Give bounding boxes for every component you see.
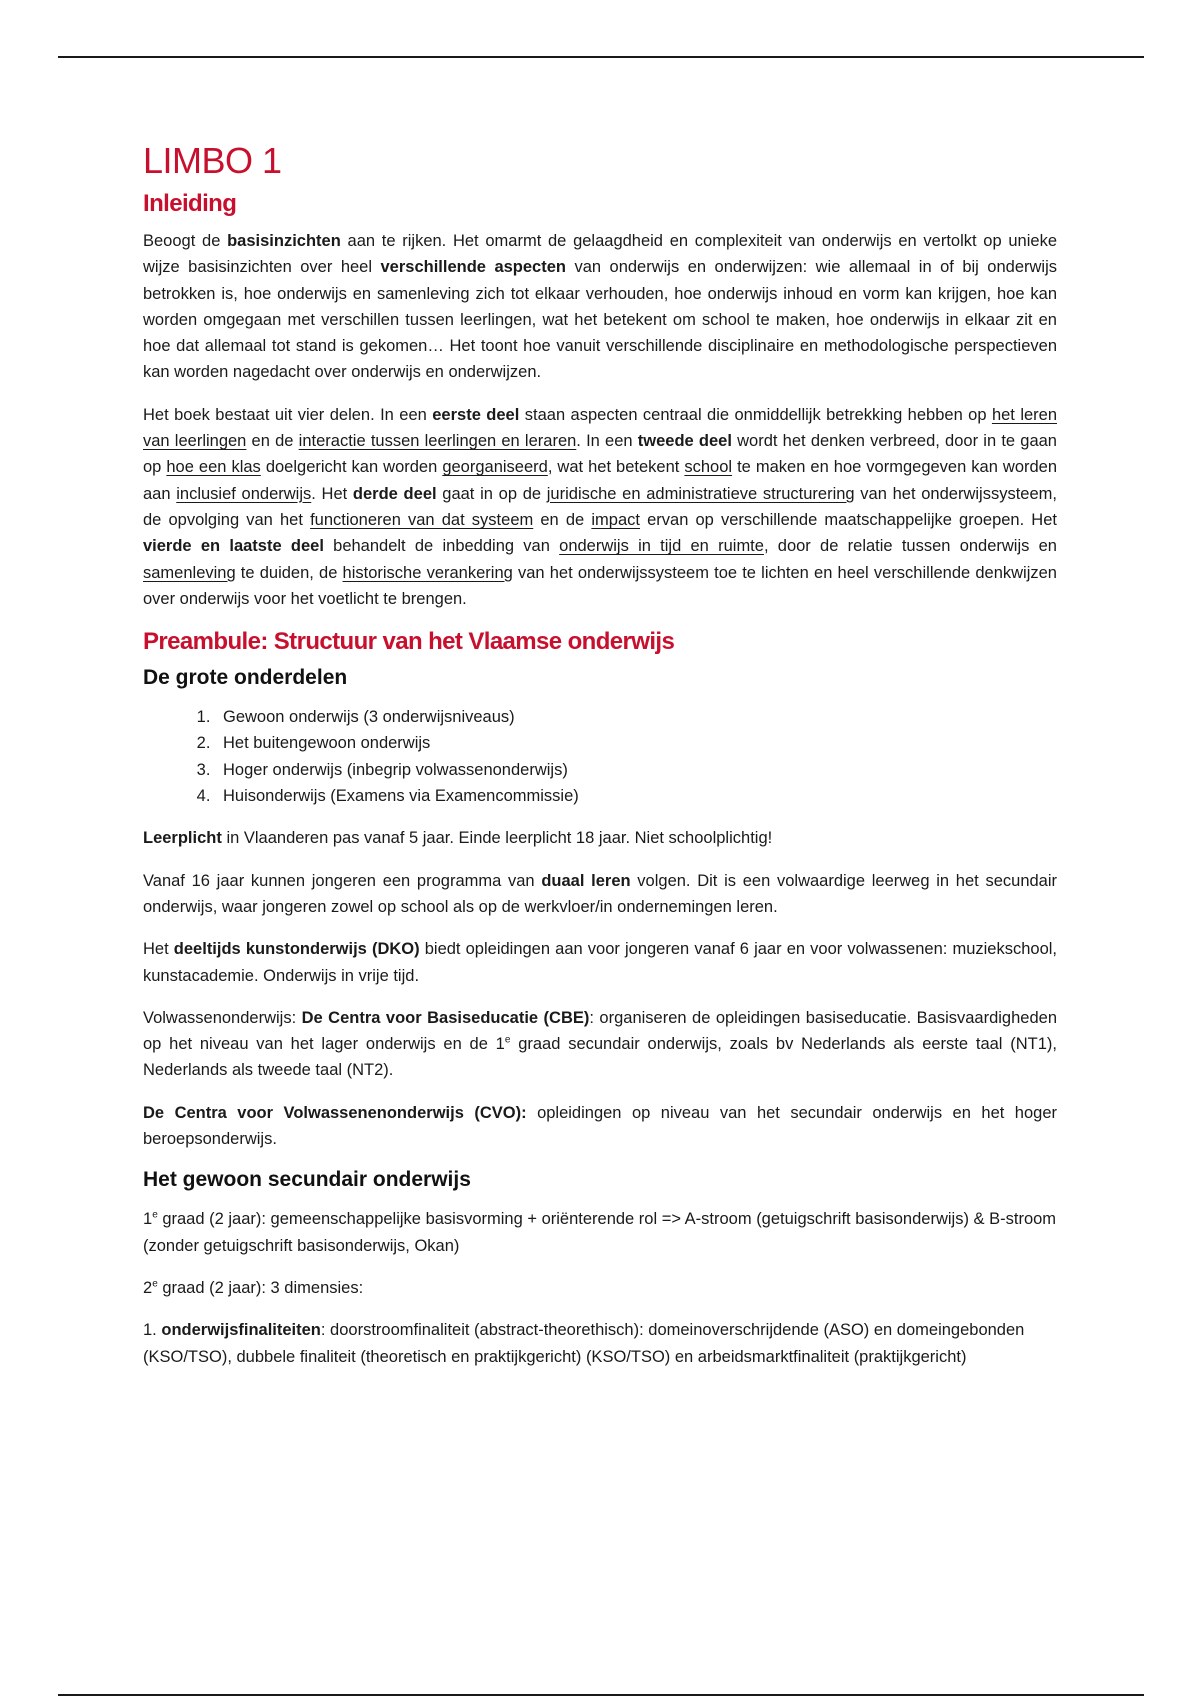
text-run: . In een — [576, 432, 638, 451]
bold-run: derde deel — [352, 484, 437, 503]
text-run: biedt opleidingen aan voor jongeren vanaf 6 jaar en voor volwassenen: muziekschool, kunstacademie. Onderwijs in vrije tijd. — [143, 940, 1057, 985]
paragraph-graad-1 — [143, 1206, 1057, 1259]
text-run: van onderwijs en onderwijzen: wie allemaal in of bij onderwijs betrokken is, hoe onderwijs en samenleving zich tot elkaar verhouden, hoe onderwijs inhoud en vorm kan krijgen, hoe kan worden omgegaan met verschillen tussen leerlingen, wat het betekent om school te maken, hoe onderwijs in elkaar zit en hoe dat allemaal tot stand is gekomen… Het toont hoe vanuit verschillende disciplinaire en methodologische perspectieven kan worden nagedacht over onderwijs en onderwijzen. — [143, 258, 1057, 382]
underlined-run: juridische en administratieve structurering — [546, 484, 855, 503]
underlined-run: impact — [591, 510, 640, 529]
text-run: graad secundair onderwijs, zoals bv Nederlands als eerste taal (NT1), Nederlands als tweede taal (NT2). — [143, 1035, 1057, 1080]
text-run: wordt het denken verbreed, door in te gaan op — [143, 432, 1057, 477]
bold-run: vierde en laatste deel — [143, 537, 324, 556]
underlined-run: interactie tussen leerlingen en leraren — [298, 432, 577, 451]
paragraph-cbe — [143, 1005, 1057, 1084]
bold-run: basisinzichten — [227, 232, 341, 250]
text-run: : organiseren de opleidingen basiseducatie. Basisvaardigheden op het niveau van het lager onderwijs en de 1 — [143, 1008, 1057, 1054]
text-run: : doorstroomfinaliteit (abstract-theorethisch): domeinoverschrijdende (ASO) en domeingebonden (KSO/TSO), dubbele finaliteit (theoretisch en praktijkgericht) (KSO/TSO) en arbeidsmarktfinaliteit (praktijkgericht) — [143, 1321, 1025, 1366]
text-run: opleidingen op niveau van het secundair onderwijs en het hoger beroepsonderwijs. — [143, 1103, 1057, 1149]
heading-inleiding: Inleiding — [143, 190, 237, 217]
text-run: van het onderwijssysteem, de opvolging van het — [143, 484, 1057, 529]
document-title: LIMBO 1 — [143, 140, 282, 181]
heading-preambule: Preambule: Structuur van het Vlaamse onderwijs — [143, 628, 675, 656]
text-run: volgen. Dit is een volwaardige leerweg in het secundair onderwijs, waar jongeren zowel op school als op de werkvloer/in ondernemingen leren. — [143, 871, 1058, 916]
bold-run: onderwijsfinaliteiten — [161, 1321, 321, 1340]
underlined-run: historische verankering — [342, 563, 513, 582]
document-body — [143, 140, 1057, 1386]
text-run: van het onderwijssysteem toe te lichten en heel verschillende denkwijzen over onderwijs voor het voetlicht te brengen. — [143, 563, 1057, 608]
superscript-run: e — [504, 1034, 511, 1046]
text-run: Het — [143, 940, 174, 959]
underlined-run: school — [684, 458, 733, 477]
text-run: ervan op verschillende maatschappelijke groepen. Het — [639, 510, 1057, 529]
paragraph-leerplicht — [143, 825, 1057, 851]
paragraph-graad-2 — [143, 1275, 1057, 1301]
bold-run: Leerplicht — [143, 829, 222, 848]
paragraph-inleiding-1 — [143, 228, 1057, 386]
paragraph-duaal-leren — [143, 868, 1057, 921]
text-run: te maken en hoe vormgegeven kan worden aan — [143, 458, 1058, 503]
paragraph-dko — [143, 936, 1057, 989]
text-run: en de — [533, 510, 592, 529]
bold-run: eerste deel — [432, 405, 520, 424]
list-item: 3. Hoger onderwijs (inbegrip volwassenonderwijs) — [215, 757, 1057, 783]
underlined-run: inclusief onderwijs — [176, 484, 312, 503]
subheading-grote-onderdelen: De grote onderdelen — [143, 666, 348, 690]
text-run: in Vlaanderen pas vanaf 5 jaar. Einde leerplicht 18 jaar. Niet schoolplichtig! — [221, 829, 773, 848]
list-item: 1. Gewoon onderwijs (3 onderwijsniveaus) — [215, 704, 1057, 730]
text-run: Volwassenonderwijs: — [143, 1008, 302, 1027]
superscript-run: e — [152, 1209, 158, 1221]
underlined-run: georganiseerd — [442, 458, 548, 477]
text-run: , door de relatie tussen onderwijs en — [763, 537, 1057, 556]
paragraph-cvo — [143, 1100, 1057, 1153]
text-run: aan te rijken. Het omarmt de gelaagdheid en complexiteit van onderwijs en vertolkt op unieke wijze basisinzichten over heel — [143, 232, 1058, 277]
superscript-run: e — [152, 1278, 158, 1290]
bold-run: tweede deel — [637, 432, 732, 451]
text-run: 1 — [143, 1210, 153, 1229]
bold-run: De Centra voor Basiseducatie (CBE) — [301, 1008, 590, 1027]
underlined-run: onderwijs in tijd en ruimte — [559, 537, 764, 556]
footer-rule — [58, 1694, 1144, 1696]
underlined-run: hoe een klas — [166, 458, 261, 477]
text-run: graad (2 jaar): gemeenschappelijke basisvorming + oriënterende rol => A-stroom (getuigschrift basisonderwijs) & B-stroom (zonder getuigschrift basisonderwijs, Okan) — [143, 1210, 1057, 1255]
bold-run: duaal leren — [541, 871, 631, 890]
list-item: 2. Het buitengewoon onderwijs — [215, 730, 1057, 756]
paragraph-dimensie-1 — [143, 1317, 1057, 1370]
underlined-run: het leren van leerlingen — [143, 405, 1058, 451]
text-run: en de — [246, 432, 299, 451]
bold-run: verschillende aspecten — [380, 258, 566, 277]
text-run: staan aspecten centraal die onmiddellijk betrekking hebben op — [519, 405, 992, 424]
text-run: 2 — [143, 1278, 153, 1297]
onderdelen-list — [143, 704, 1057, 809]
text-run: Vanaf 16 jaar kunnen jongeren een programma van — [143, 871, 542, 890]
text-run: graad (2 jaar): 3 dimensies: — [157, 1278, 364, 1297]
text-run: te duiden, de — [235, 563, 343, 582]
header-rule — [58, 56, 1144, 58]
bold-run: De Centra voor Volwassenenonderwijs (CVO): — [143, 1103, 527, 1122]
text-run: gaat in op de — [436, 484, 547, 503]
text-run: behandelt de inbedding van — [323, 537, 560, 556]
text-run: 1. — [143, 1321, 162, 1340]
subheading-secundair: Het gewoon secundair onderwijs — [143, 1168, 471, 1192]
text-run: , wat het betekent — [547, 458, 685, 477]
text-run: Beoogt de — [143, 232, 228, 250]
list-item: 4. Huisonderwijs (Examens via Examencommissie) — [215, 783, 1057, 809]
text-run: Het boek bestaat uit vier delen. In een — [143, 405, 433, 424]
bold-run: deeltijds kunstonderwijs (DKO) — [173, 940, 420, 959]
underlined-run: functioneren van dat systeem — [310, 510, 534, 529]
paragraph-inleiding-2 — [143, 402, 1057, 612]
text-run: doelgericht kan worden — [260, 458, 443, 477]
text-run: . Het — [311, 484, 353, 503]
underlined-run: samenleving — [143, 563, 236, 582]
